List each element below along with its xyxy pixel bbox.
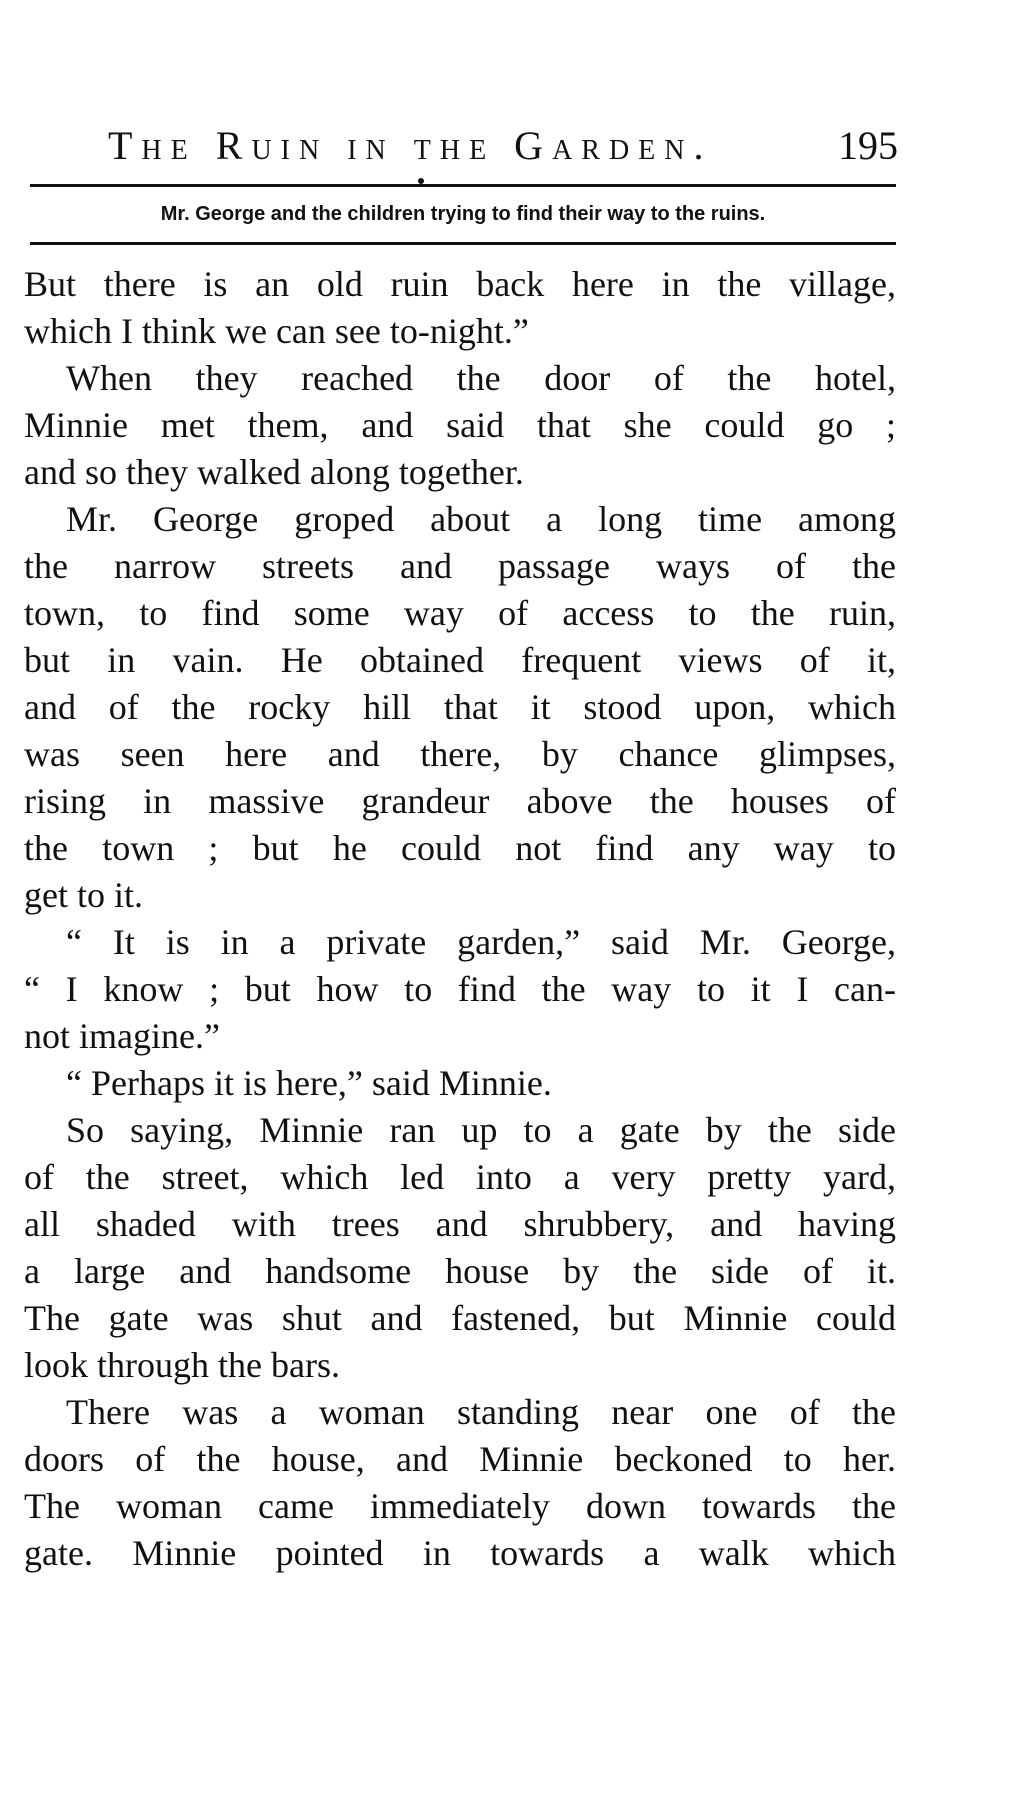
text-line: and so they walked along together.: [24, 452, 524, 492]
text-line: gate. Minnie pointed in towards a walk which: [24, 1533, 896, 1573]
text-line: “ I know ; but how to find the way to it I can-: [24, 969, 896, 1009]
text-line: get to it.: [24, 875, 143, 915]
text-line: But there is an old ruin back here in the village,: [24, 264, 896, 304]
text-line: When they reached the door of the hotel,: [66, 358, 896, 398]
caption-bottom-rule: [30, 242, 896, 245]
text-line: Minnie met them, and said that she could go ;: [24, 405, 896, 445]
text-line: all shaded with trees and shrubbery, and having: [24, 1204, 896, 1244]
running-title: The Ruin in the Garden.: [108, 123, 713, 168]
text-line: look through the bars.: [24, 1345, 340, 1385]
page-number: 195: [838, 123, 898, 168]
text-line: “ It is in a private garden,” said Mr. George,: [66, 922, 896, 962]
text-line: not imagine.”: [24, 1016, 220, 1056]
text-line: of the street, which led into a very pretty yard,: [24, 1157, 896, 1197]
text-line: So saying, Minnie ran up to a gate by the side: [66, 1110, 896, 1150]
text-line: was seen here and there, by chance glimpses,: [24, 734, 896, 774]
rule-ornament-dot: [418, 178, 424, 184]
text-line: town, to find some way of access to the ruin,: [24, 593, 896, 633]
illustration-caption: Mr. George and the children trying to find their way to the ruins.: [160, 203, 766, 225]
text-line: a large and handsome house by the side of it.: [24, 1251, 896, 1291]
text-line: The gate was shut and fastened, but Minnie could: [24, 1298, 896, 1338]
text-line: and of the rocky hill that it stood upon, which: [24, 687, 896, 727]
text-line: the narrow streets and passage ways of the: [24, 546, 896, 586]
text-line: There was a woman standing near one of the: [66, 1392, 896, 1432]
text-line: The woman came immediately down towards the: [24, 1486, 896, 1526]
text-line: Mr. George groped about a long time among: [66, 499, 896, 539]
text-line: “ Perhaps it is here,” said Minnie.: [66, 1063, 552, 1103]
text-line: but in vain. He obtained frequent views of it,: [24, 640, 896, 680]
text-line: rising in massive grandeur above the houses of: [24, 781, 896, 821]
text-line: which I think we can see to-night.”: [24, 311, 529, 351]
text-line: the town ; but he could not find any way to: [24, 828, 896, 868]
caption-top-rule: [30, 184, 896, 187]
text-line: doors of the house, and Minnie beckoned to her.: [24, 1439, 896, 1479]
